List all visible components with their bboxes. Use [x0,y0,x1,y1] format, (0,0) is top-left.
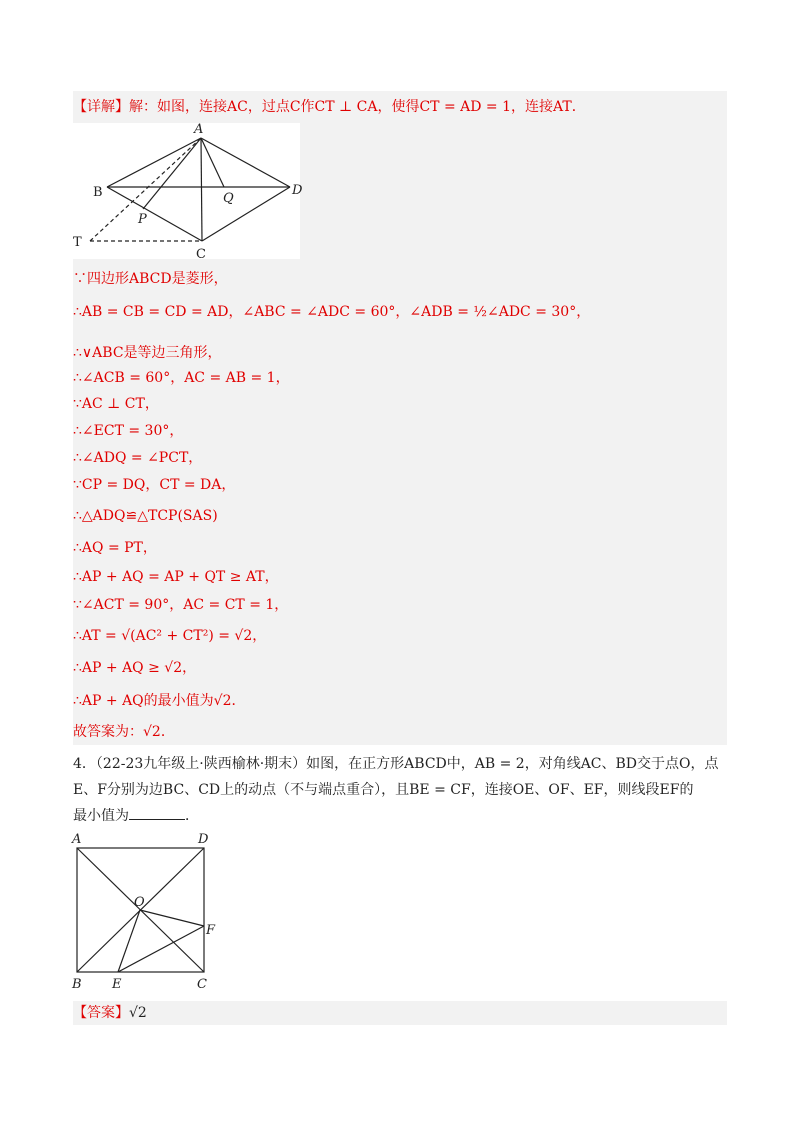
fig1-label-p: P [138,212,147,227]
step-1: ∵四边形ABCD是菱形， [73,271,228,287]
fig1-label-c: C [196,247,206,262]
question-line-2: E、F分别为边BC、CD上的动点（不与端点重合），且BE = CF，连接OE、OF、EF，则线段EF的 [73,782,694,798]
step-8: ∵CP = DQ，CT = DA， [73,477,236,493]
question-line-1: 4．（22-23九年级上·陕西榆林·期末）如图，在正方形ABCD中，AB = 2，对角线AC、BD交于点O，点 [73,756,719,772]
step-12: ∵∠ACT = 90°，AC = CT = 1， [73,597,289,613]
step-9: ∴△ADQ≌△TCP(SAS) [73,508,218,524]
fig2-label-c: C [197,977,207,992]
fig1-label-d: D [292,183,303,198]
step-10: ∴AQ = PT， [73,540,157,556]
fig2-label-o: O [134,895,145,910]
fig1-label-q: Q [223,191,234,206]
step-3: ∴∨ABC是等边三角形， [73,345,222,361]
question-line-3-text: 最小值为 [73,808,129,824]
fig1-label-a: A [194,122,204,137]
fig1-label-b: B [93,185,103,200]
fig2-label-b: B [72,977,82,992]
step-6: ∴∠ECT = 30°， [73,423,184,439]
answer-tag: 【答案】 [73,1005,129,1021]
step-4: ∴∠ACB = 60°，AC = AB = 1， [73,370,290,386]
solution-intro: 【详解】解：如图，连接AC，过点C作CT ⊥ CA，使得CT = AD = 1，连接AT． [73,99,586,115]
step-14: ∴AP + AQ ≥ √2， [73,660,197,676]
step-5: ∵AC ⊥ CT， [73,396,159,412]
answer-line [73,1002,147,1024]
fig2-label-f: F [206,923,216,938]
step-15: ∴AP + AQ的最小值为√2． [73,693,246,709]
step-7: ∴∠ADQ = ∠PCT， [73,450,203,466]
step-16: 故答案为：√2． [73,724,175,740]
question-line-3-end: ． [185,808,199,824]
fig2-label-a: A [72,832,82,847]
step-11: ∴AP + AQ = AP + QT ≥ AT， [73,569,279,585]
fig1-label-t: T [73,235,82,250]
answer-value: √2 [129,1005,147,1021]
fig2-label-d: D [198,832,209,847]
step-13: ∴AT = √(AC² + CT²) = √2， [73,628,267,644]
fig2-label-e: E [112,977,122,992]
step-2: ∴AB = CB = CD = AD，∠ABC = ∠ADC = 60°，∠ADB = ½∠ADC = 30°， [73,304,591,320]
